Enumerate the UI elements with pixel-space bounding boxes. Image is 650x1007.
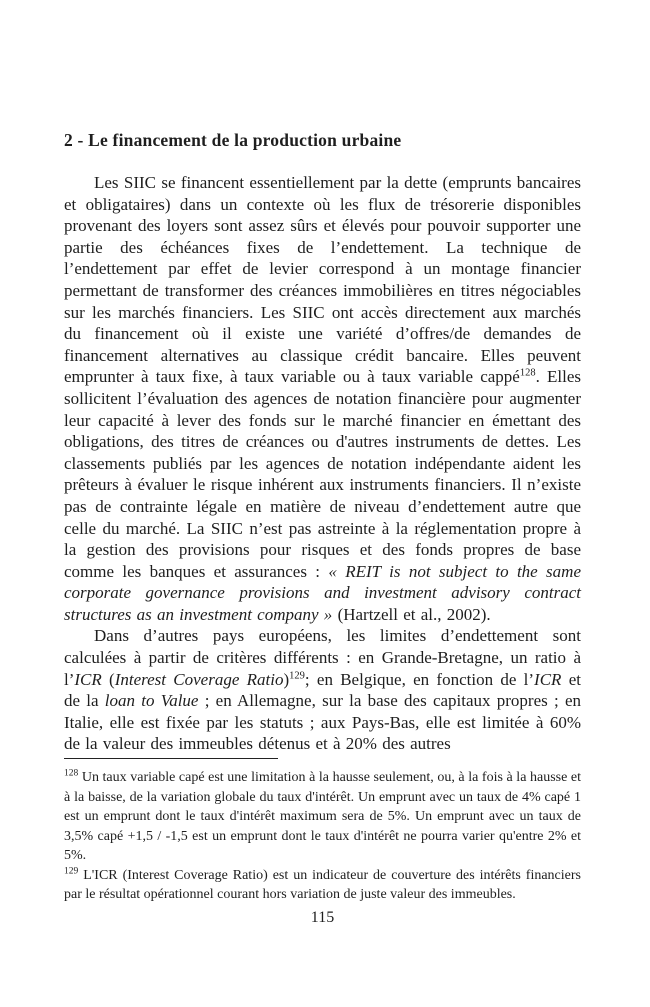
para-1-run-2: . Elles sollicitent l’évaluation des agences de notation financière pour augmenter leur capacité à lever des fonds sur le marché financier en émettant des obligations, des titres de créances ou d'autres instruments de dettes. Les classements publiés par les agences de notation indépendante aident les prêteurs à évaluer le risque inhérent aux instruments financiers. Il n’existe pas de contrainte légale en matière de niveau d’endettement autre que celle du marché. La SIIC n’est pas astreinte à la réglementation propre à la gestion des provisions pour risques et des fonds propres de base comme les banques et assurances : (64, 367, 581, 581)
footnote-128-text: Un taux variable capé est une limitation à la hausse seulement, ou, à la fois à la hausse et à la baisse, de la variation globale du taux d'intérêt. Un emprunt avec un taux de 4% capé 1 est un emprunt dont le taux d'intérêt maximum sera de 5%. Un emprunt avec un taux de 3,5% capé +1,5 / -1,5 est un emprunt dont le taux d'intérêt ne pourra varier qu'entre 2% et 5%. (64, 770, 582, 863)
footnote-129 (64, 866, 581, 905)
paragraph-2 (64, 625, 581, 755)
para-2-run-3: ) (283, 669, 290, 689)
para-1-citation: (Hartzell et al., 2002). (332, 604, 491, 624)
para-2-run-4: ; en Belgique, en fonction de l’ (304, 669, 535, 689)
icr-term-1: ICR (74, 669, 102, 689)
footnote-ref-128: 128 (519, 367, 536, 379)
paragraph-1 (64, 172, 581, 625)
icr-term-2: ICR (534, 669, 562, 689)
page-number: 115 (310, 908, 335, 926)
page-body (64, 130, 581, 755)
footnote-separator (64, 758, 278, 759)
english-quote: « REIT is not subject to the same corporate governance provisions and investment advisory contract structures as an investment company » (64, 561, 581, 624)
loan-to-value-term: loan to Value (104, 691, 199, 711)
page-footer-area (64, 758, 581, 927)
footnote-ref-129: 129 (289, 670, 305, 681)
footnote-128 (64, 768, 581, 866)
para-2-run-6: ; en Allemagne, sur la base des capitaux propres ; en Italie, elle est fixée par les statuts ; aux Pays-Bas, elle est limitée à 60% de la valeur des immeubles détenus et à 20% des autres (64, 691, 581, 754)
footnote-129-text: L'ICR (Interest Coverage Ratio) est un indicateur de couverture des intérêts financiers par le résultat opérationnel courant hors variation de juste valeur des immeubles. (64, 867, 581, 902)
para-2-run-5: et de la (64, 669, 581, 711)
para-1-run-1: Les SIIC se financent essentiellement par la dette (emprunts bancaires et obligataires) dans un contexte où les flux de trésorerie disponibles provenant des loyers sont assez sûrs et élevés pour pouvoir supporter une partie des échéances fixes de l’endettement. La technique de l’endettement par effet de levier correspond à un montage financier permettant de transformer des créances immobilières en titres négociables sur les marchés financiers. Les SIIC ont accès directement aux marchés du financement où il existe une variété d’offres/de demandes de financement alternatives au classique crédit bancaire. Elles peuvent emprunter à taux fixe, à taux variable ou à taux variable cappé (64, 173, 581, 387)
para-2-run-2: ( (101, 669, 115, 689)
footnote-128-number: 128 (64, 768, 79, 779)
footnote-129-number: 129 (64, 865, 79, 876)
para-2-run-1: Dans d’autres pays européens, les limites d’endettement sont calculées à partir de critères différents : en Grande-Bretagne, un ratio à l’ (64, 626, 581, 689)
section-heading: 2 - Le financement de la production urbaine (64, 130, 402, 150)
icr-full-term: Interest Coverage Ratio (114, 669, 284, 689)
